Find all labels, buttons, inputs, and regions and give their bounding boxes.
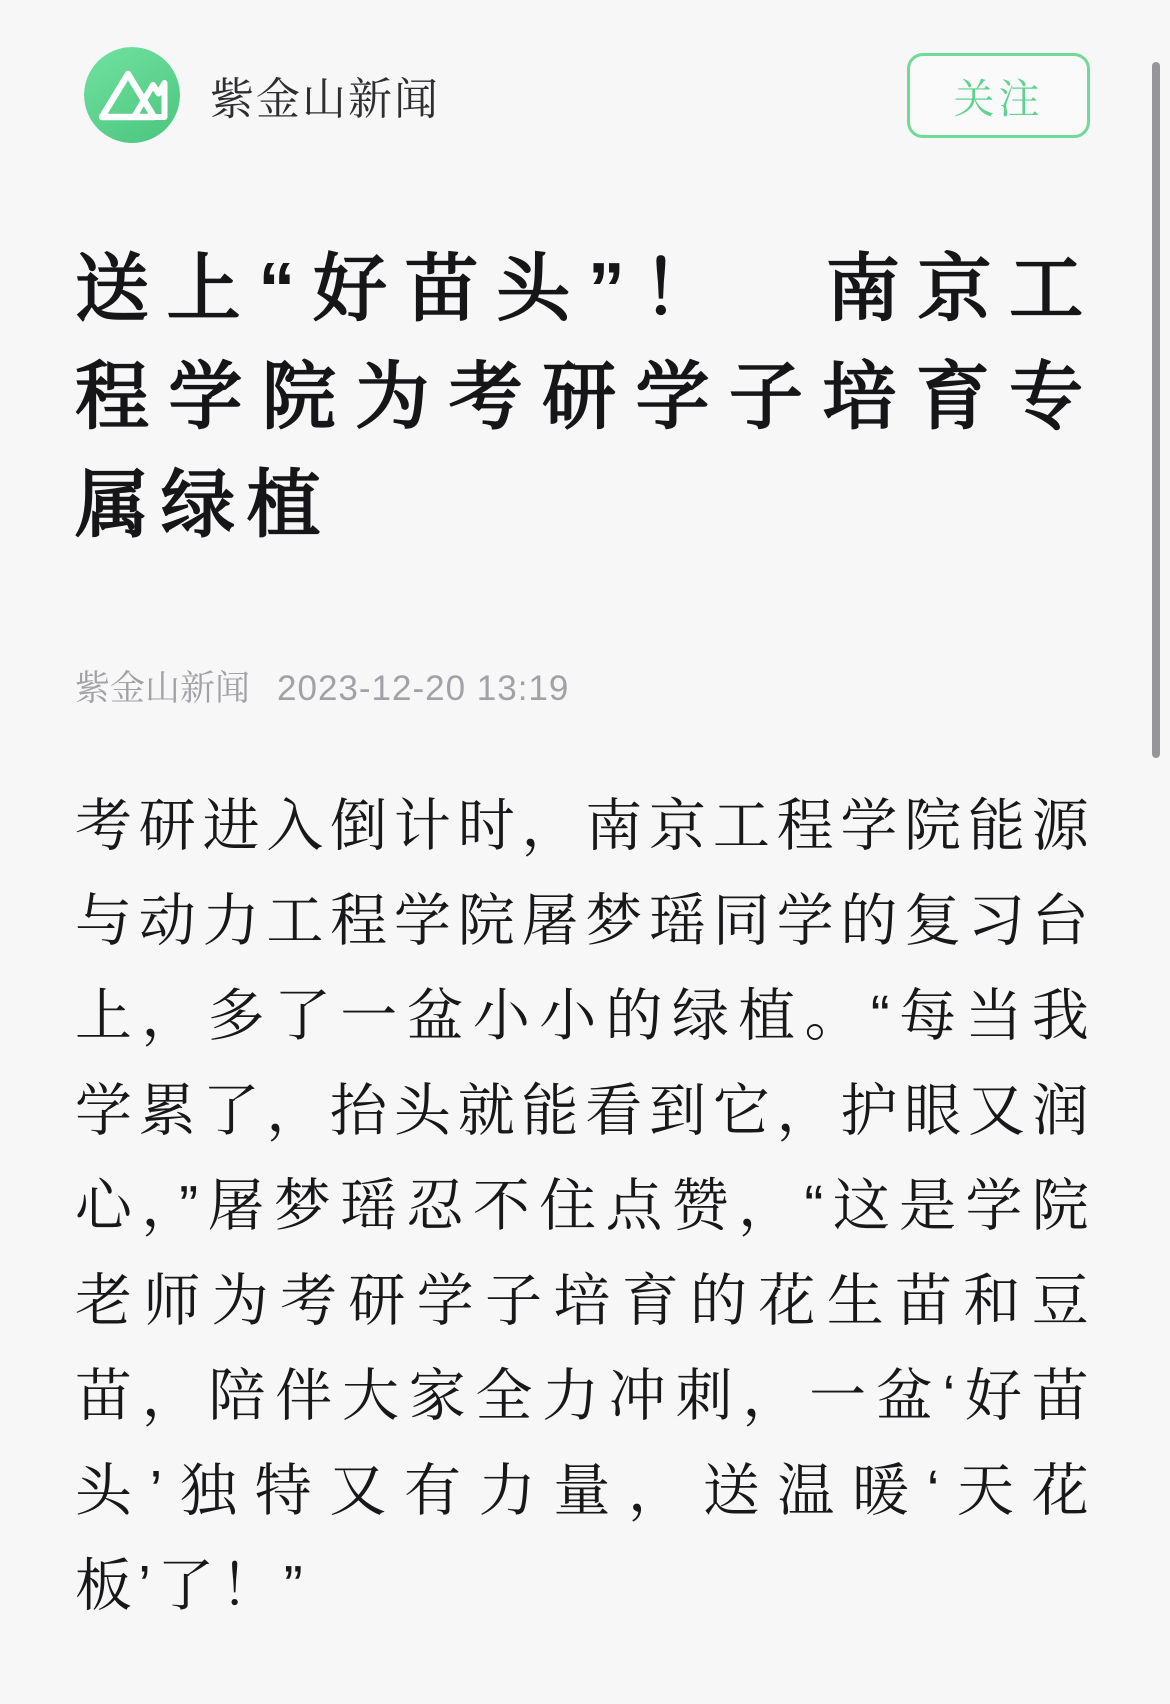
mountain-logo-icon[interactable] <box>84 47 180 143</box>
article-byline <box>75 661 1095 711</box>
article-content <box>0 235 1170 1634</box>
byline-source: 紫金山新闻 <box>75 669 251 708</box>
follow-button[interactable]: 关注 <box>907 53 1090 138</box>
article-body-paragraph: 考研进入倒计时，南京工程学院能源与动力工程学院屠梦瑶同学的复习台上，多了一盆小小的绿植。“每当我学累了，抬头就能看到它，护眼又润心，”屠梦瑶忍不住点赞，“这是学院老师为考研学子培育的花生苗和豆苗，陪伴大家全力冲刺，一盆‘好苗头’独特又有力量，送温暖‘天花板’了！” <box>75 794 1095 1618</box>
publisher-header <box>0 0 1170 143</box>
publisher-name[interactable]: 紫金山新闻 <box>210 75 440 124</box>
scrollbar-thumb[interactable] <box>1152 62 1160 758</box>
article-title: 送上“好苗头”！ 南京工程学院为考研学子培育专属绿植 <box>75 247 1095 546</box>
byline-timestamp: 2023-12-20 13:19 <box>277 669 570 708</box>
